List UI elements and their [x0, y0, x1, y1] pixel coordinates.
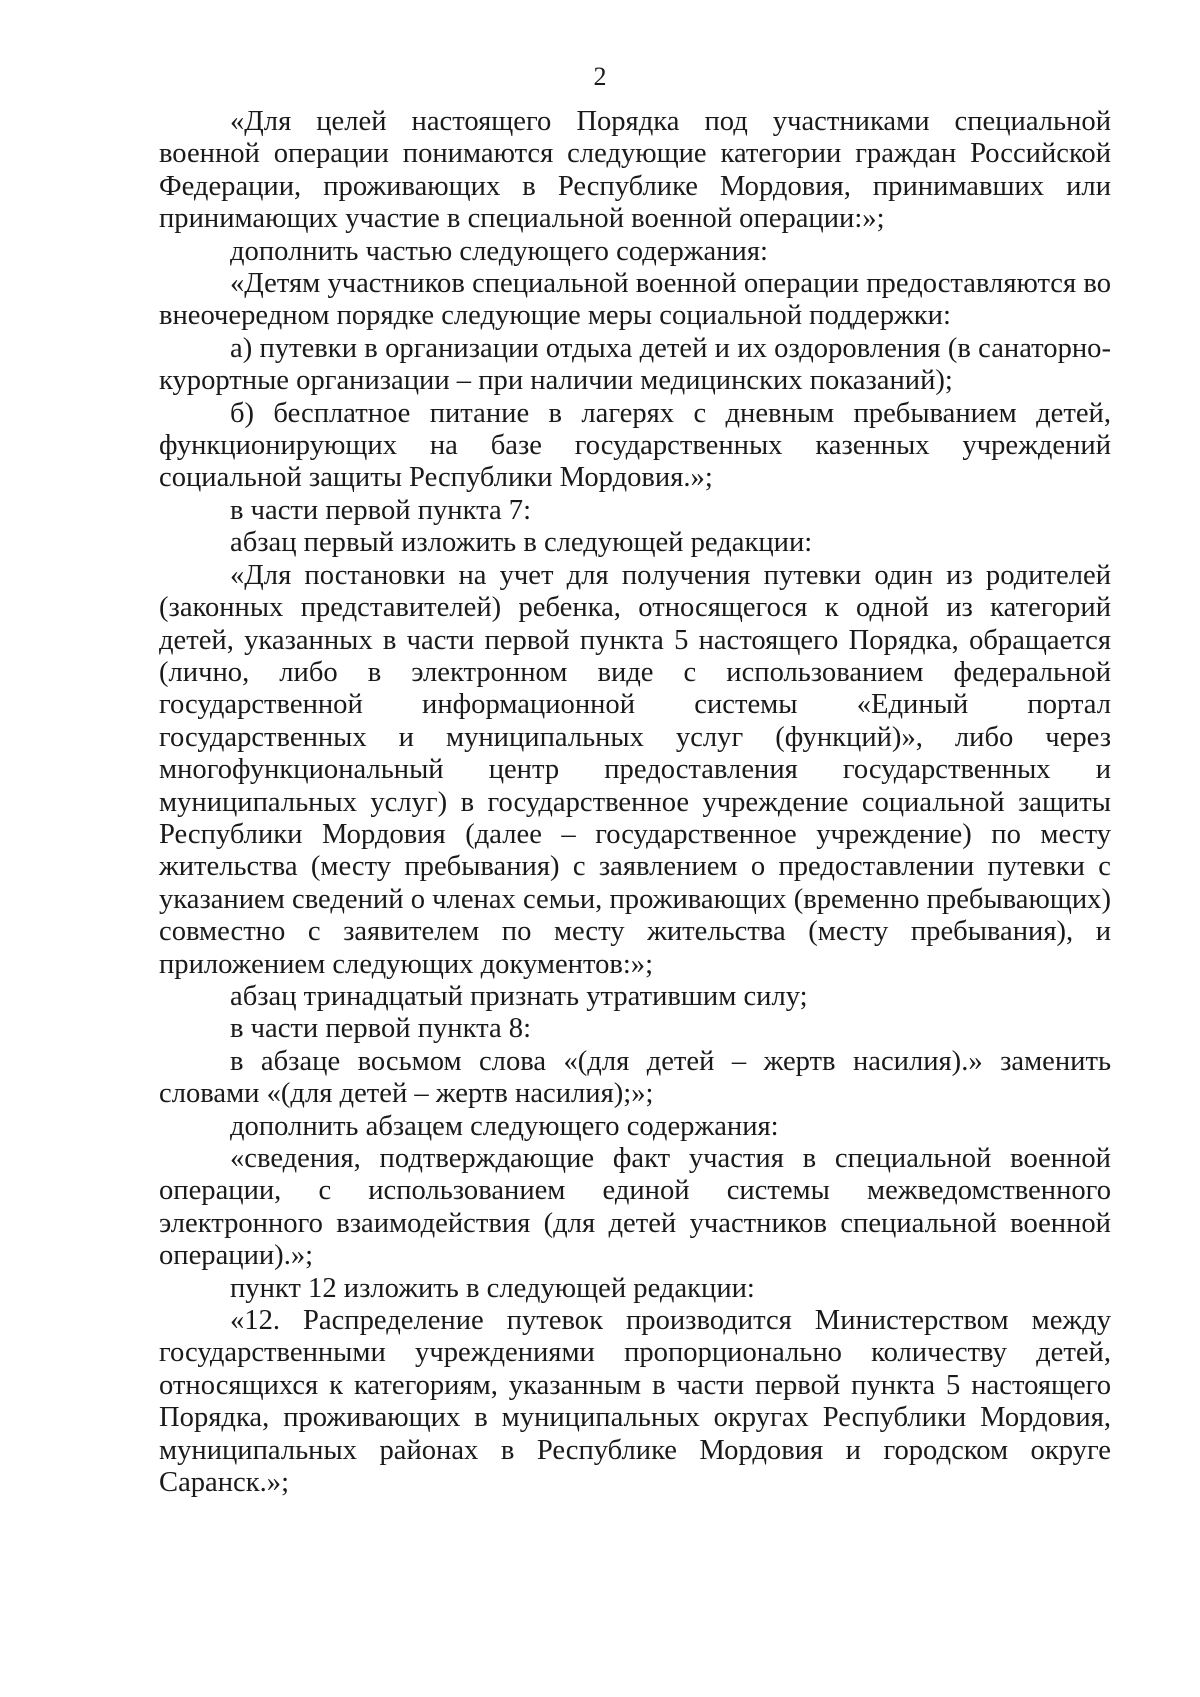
paragraph-point-8: в части первой пункта 8: [230, 1013, 532, 1045]
paragraph-item-a: а) путевки в организации отдыха детей и их оздоровления (в санаторно-курортные организации – при наличии медицинских показаний); [159, 332, 1111, 397]
paragraph-point-12: пункт 12 изложить в следующей редакции: [230, 1272, 755, 1304]
paragraph-first-abzac: абзац первый изложить в следующей редакции: [230, 527, 813, 559]
paragraph-point-7: в части первой пункта 7: [230, 494, 532, 526]
paragraph-registration: «Для постановки на учет для получения путевки один из родителей (законных представителей) ребенка, относящегося к одной из категорий детей, указанных в части первой пункта 5 настоящего Порядка, обращается (лично, либо в электронном виде с использованием федеральной государственной информационной системы «Единый портал государственных и муниципальных услуг (функций)», либо через многофункциональный центр предоставления государственных и муниципальных услуг) в государственное учреждение социальной защиты Республики Мордовия (далее – государственное учреждение) по месту жительства (месту пребывания) с заявлением о предоставлении путевки с указанием сведений о членах семьи, проживающих (временно пребывающих) совместно с заявителем по месту жительства (месту пребывания), и приложением следующих документов:»; [159, 559, 1111, 980]
paragraph-children-support: «Детям участников специальной военной операции предоставляются во внеочередном порядке следующие меры социальной поддержки: [159, 268, 1111, 332]
page-number: 2 [593, 62, 607, 91]
paragraph-distribution: «12. Распределение путевок производится Министерством между государственными учреждениями пропорционально количеству детей, относящихся к категориям, указанным в части первой пункта 5 настоящего Порядка, проживающих в муниципальных округах Республики Мордовия, муниципальных районах в Республике Мордовия и городском округе Саранск.»; [159, 1305, 1111, 1499]
paragraph-definition-participants: «Для целей настоящего Порядка под участниками специальной военной операции понимаются следующие категории граждан Российской Федерации, проживающих в Республике Мордовия, принимавших или принимающих участие в специальной военной операции:»; [159, 106, 1111, 235]
paragraph-participation-info: «сведения, подтверждающие факт участия в специальной военной операции, с использованием единой системы межведомственного электронного взаимодействия (для детей участников специальной военной операции).»; [159, 1143, 1111, 1272]
paragraph-add-part: дополнить частью следующего содержания: [230, 235, 768, 267]
paragraph-abzac-13: абзац тринадцатый признать утратившим силу; [230, 980, 808, 1012]
paragraph-add-abzac: дополнить абзацем следующего содержания: [230, 1110, 779, 1142]
document-body [159, 106, 1111, 1499]
paragraph-abzac-8-replace: в абзаце восьмом слова «(для детей – жертв насилия).» заменить словами «(для детей – жертв насилия);»; [159, 1045, 1111, 1110]
paragraph-item-b: б) бесплатное питание в лагерях с дневным пребыванием детей, функционирующих на базе государственных казенных учреждений социальной защиты Республики Мордовия.»; [159, 397, 1111, 494]
